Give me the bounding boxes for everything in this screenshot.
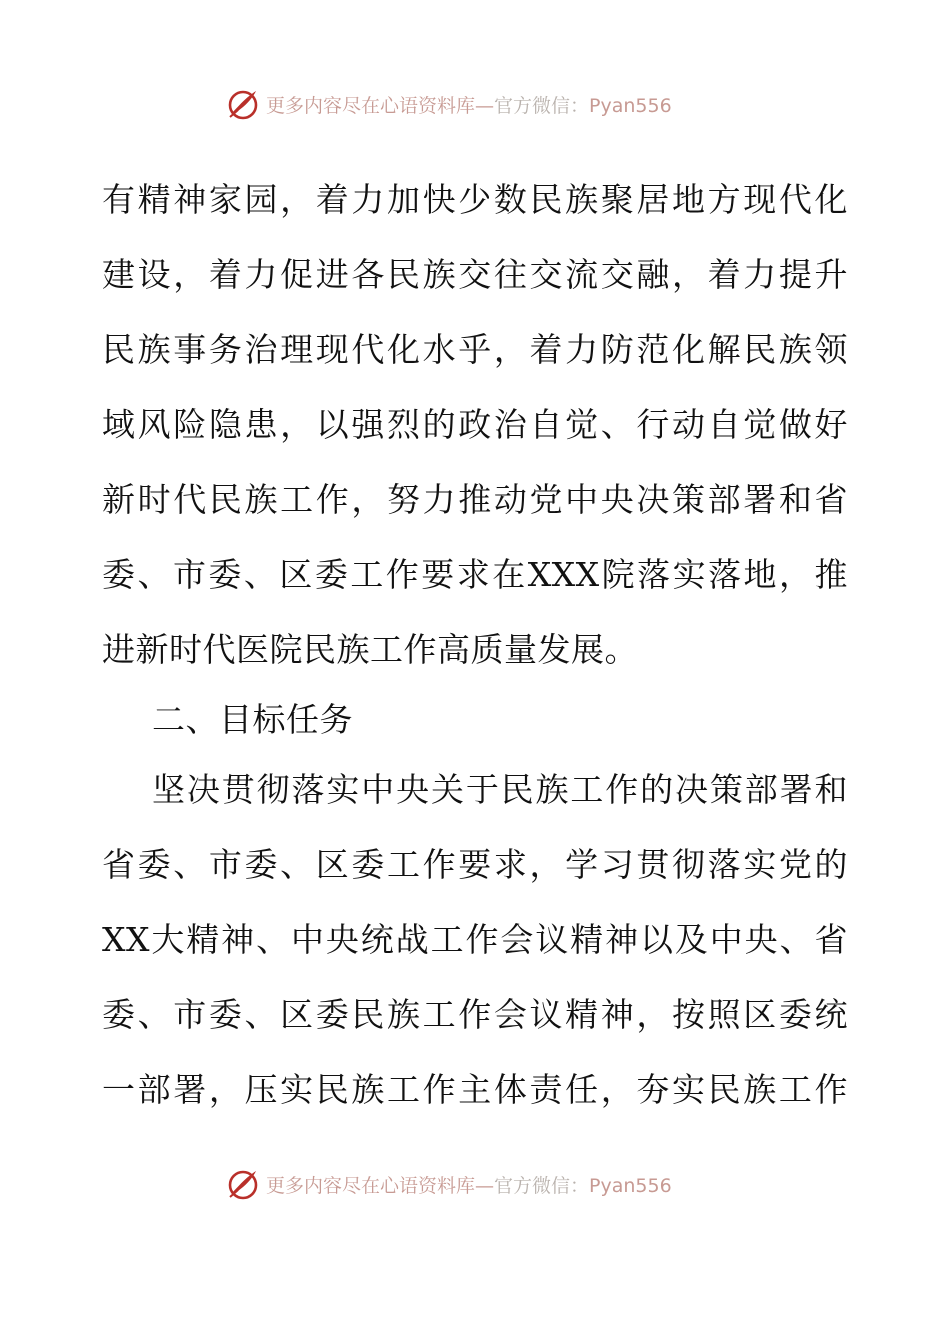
body-line-3: 民族事务治理现代化水乎，着力防范化解民族领 [102,330,848,369]
watermark-dash: — [475,1174,495,1197]
body-line-2: 建设，着力促进各民族交往交流交融，着力提升 [102,255,848,294]
body-line-4: 域风险隐患，以强烈的政治自觉、行动自觉做好 [102,405,848,444]
body-line-13: 一部署，压实民族工作主体责任，夯实民族工作 [102,1070,848,1109]
body-line-9: 坚决贯彻落实中央关于民族工作的决策部署和 [152,770,848,809]
watermark-text [266,91,672,118]
footer-watermark [226,1164,672,1204]
body-line-5: 新时代民族工作，努力推动党中央决策部署和省 [102,480,848,519]
body-line-1: 有精神家园，着力加快少数民族聚居地方现代化 [102,180,848,219]
quill-pen-logo-icon [226,87,260,121]
header-watermark [226,84,672,124]
body-line-6: 委、市委、区委工作要求在XXX院落实落地，推 [102,555,848,594]
body-line-12: 委、市委、区委民族工作会议精神，按照区委统 [102,995,848,1034]
section-heading: 二、目标任务 [152,700,353,739]
watermark-dash: — [475,94,495,117]
watermark-wechat-label: 官方微信： [494,1174,590,1197]
watermark-site-text: 更多内容尽在心语资料库 [266,1174,476,1197]
body-line-7: 进新时代医院民族工作高质量发展。 [102,630,638,669]
watermark-wechat-id: Pyan556 [589,94,672,117]
watermark-site-text: 更多内容尽在心语资料库 [266,94,476,117]
watermark-text [266,1171,672,1198]
watermark-wechat-id: Pyan556 [589,1174,672,1197]
watermark-wechat-label: 官方微信： [494,94,590,117]
body-line-10: 省委、市委、区委工作要求，学习贯彻落实党的 [102,845,848,884]
body-line-11: XX大精神、中央统战工作会议精神以及中央、省 [102,920,848,959]
quill-pen-logo-icon [226,1167,260,1201]
